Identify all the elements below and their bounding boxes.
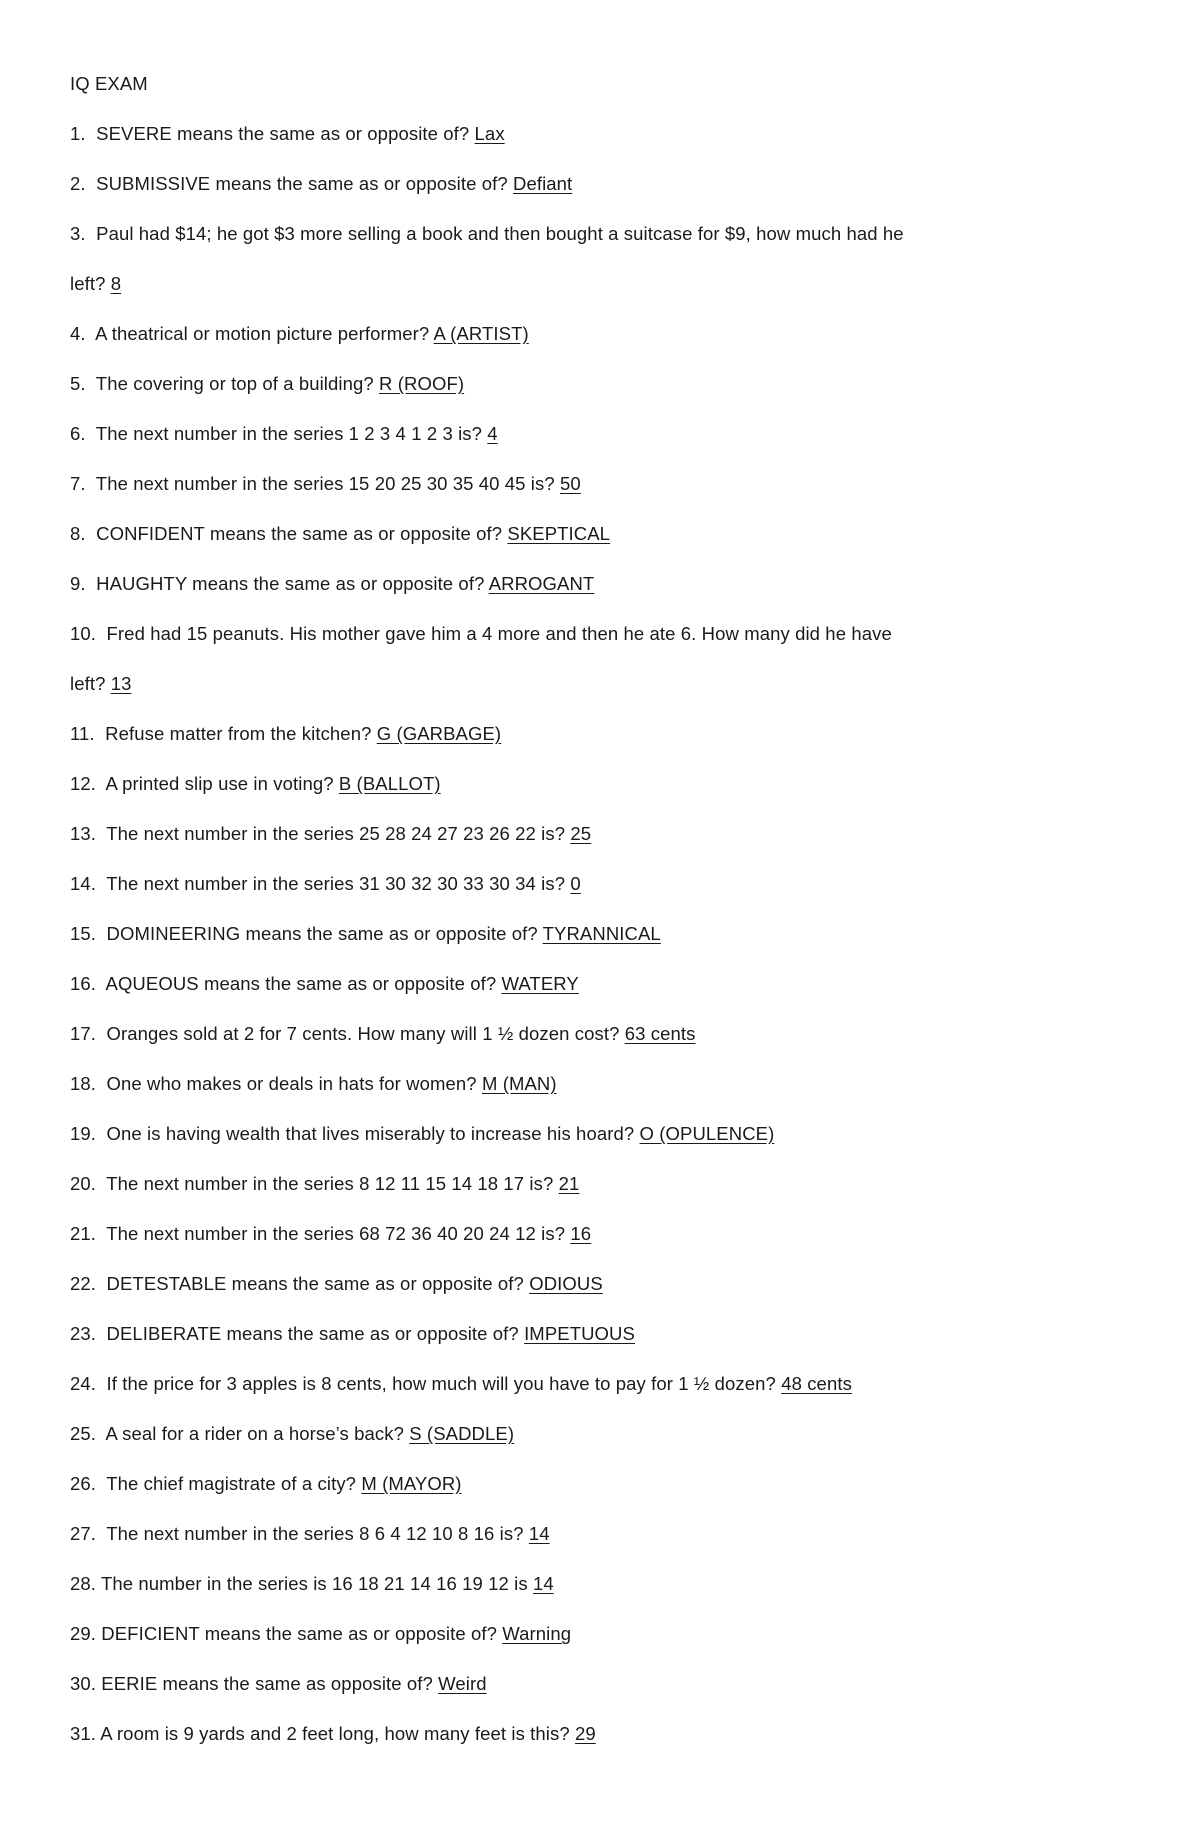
answer-text: 8 (110, 273, 122, 294)
answer-text: IMPETUOUS (524, 1323, 635, 1344)
question-text: DELIBERATE means the same as or opposite of? (106, 1323, 519, 1344)
answer-text: M (MAYOR) (361, 1473, 462, 1494)
answer-text: 21 (558, 1173, 580, 1194)
question-9 (70, 572, 594, 596)
question-number: 7. (70, 473, 86, 494)
question-text: One is having wealth that lives miserably to increase his hoard? (106, 1123, 635, 1144)
question-text: Refuse matter from the kitchen? (105, 723, 372, 744)
question-text: The next number in the series 25 28 24 27 23 26 22 is? (106, 823, 566, 844)
answer-text: 14 (532, 1573, 554, 1594)
question-text: The next number in the series 15 20 25 30 35 40 45 is? (95, 473, 555, 494)
answer-text: WATERY (501, 973, 579, 994)
question-10 (70, 622, 892, 646)
answer-text: O (OPULENCE) (639, 1123, 775, 1144)
answer-text: R (ROOF) (379, 373, 465, 394)
answer-text: 25 (570, 823, 592, 844)
answer-text: 16 (570, 1223, 592, 1244)
answer-text: Lax (474, 123, 505, 144)
question-23 (70, 1322, 635, 1346)
answer-text: Warning (502, 1623, 572, 1644)
answer-text: 48 cents (781, 1373, 852, 1394)
question-text: The covering or top of a building? (95, 373, 374, 394)
question-13 (70, 822, 591, 846)
answer-text: 13 (110, 673, 132, 694)
question-8 (70, 522, 610, 546)
answer-text: ODIOUS (529, 1273, 603, 1294)
title-text: IQ EXAM (70, 73, 148, 94)
question-16 (70, 972, 579, 996)
question-6 (70, 422, 498, 446)
question-number: 12. (70, 773, 97, 794)
question-number: 25. (70, 1423, 97, 1444)
question-text: SUBMISSIVE means the same as or opposite of? (96, 173, 508, 194)
answer-text: 4 (487, 423, 498, 444)
question-text: Oranges sold at 2 for 7 cents. How many will 1 ½ dozen cost? (106, 1023, 620, 1044)
question-text: The next number in the series 8 6 4 12 10 8 16 is? (106, 1523, 524, 1544)
question-text: DOMINEERING means the same as or opposite of? (106, 923, 538, 944)
answer-text: S (SADDLE) (409, 1423, 515, 1444)
answer-text: TYRANNICAL (542, 923, 661, 944)
question-text: The next number in the series 8 12 11 15 14 18 17 is? (106, 1173, 554, 1194)
question-text: A seal for a rider on a horse’s back? (105, 1423, 404, 1444)
question-3 (70, 222, 904, 246)
question-number: 27. (70, 1523, 97, 1544)
answer-text: SKEPTICAL (507, 523, 611, 544)
question-text: The next number in the series 68 72 36 40 20 24 12 is? (106, 1223, 566, 1244)
question-number: 28. (70, 1573, 97, 1594)
question-number: 11. (70, 723, 95, 744)
question-number: 20. (70, 1173, 97, 1194)
question-number: 17. (70, 1023, 97, 1044)
question-text: The next number in the series 1 2 3 4 1 2 3 is? (95, 423, 483, 444)
question-text: SEVERE means the same as or opposite of? (96, 123, 470, 144)
question-25 (70, 1422, 514, 1446)
question-15 (70, 922, 661, 946)
answer-text: A (ARTIST) (433, 323, 529, 344)
question-5 (70, 372, 464, 396)
question-text: The number in the series is 16 18 21 14 16 19 12 is (100, 1573, 528, 1594)
question-12 (70, 772, 441, 796)
question-number: 6. (70, 423, 86, 444)
question-number: 19. (70, 1123, 97, 1144)
question-number: 30. (70, 1673, 97, 1694)
question-text: The chief magistrate of a city? (106, 1473, 357, 1494)
question-26 (70, 1472, 462, 1496)
question-4 (70, 322, 529, 346)
question-18 (70, 1072, 557, 1096)
page-title (70, 72, 148, 96)
question-text: One who makes or deals in hats for women? (106, 1073, 477, 1094)
question-number: 22. (70, 1273, 97, 1294)
question-number: 29. (70, 1623, 97, 1644)
question-17 (70, 1022, 695, 1046)
question-text: A theatrical or motion picture performer? (95, 323, 430, 344)
answer-text: M (MAN) (481, 1073, 557, 1094)
question-28 (70, 1572, 554, 1596)
question-number: 21. (70, 1223, 97, 1244)
answer-text: B (BALLOT) (338, 773, 441, 794)
question-text: HAUGHTY means the same as or opposite of? (96, 573, 485, 594)
question-19 (70, 1122, 774, 1146)
answer-text: 14 (528, 1523, 550, 1544)
question-22 (70, 1272, 603, 1296)
question-number: 4. (70, 323, 86, 344)
question-text-continuation: left? (70, 273, 106, 294)
question-text: Paul had $14; he got $3 more selling a book and then bought a suitcase for $9, how much had he (96, 223, 904, 244)
question-14 (70, 872, 581, 896)
question-number: 15. (70, 923, 97, 944)
question-31 (70, 1722, 596, 1746)
question-29 (70, 1622, 571, 1646)
question-text: A room is 9 yards and 2 feet long, how many feet is this? (100, 1723, 570, 1744)
question-11 (70, 722, 501, 746)
question-text: Fred had 15 peanuts. His mother gave him a 4 more and then he ate 6. How many did he have (106, 623, 892, 644)
question-number: 1. (70, 123, 86, 144)
question-text-continuation: left? (70, 673, 106, 694)
question-text: EERIE means the same as opposite of? (101, 1673, 433, 1694)
question-text: CONFIDENT means the same as or opposite of? (96, 523, 503, 544)
answer-text: G (GARBAGE) (376, 723, 502, 744)
question-30 (70, 1672, 487, 1696)
question-text: AQUEOUS means the same as or opposite of? (105, 973, 497, 994)
question-text: The next number in the series 31 30 32 30 33 30 34 is? (106, 873, 566, 894)
question-number: 9. (70, 573, 86, 594)
question-number: 26. (70, 1473, 97, 1494)
question-text: A printed slip use in voting? (105, 773, 334, 794)
answer-text: 29 (575, 1723, 596, 1744)
answer-text: ARROGANT (488, 573, 595, 594)
question-number: 18. (70, 1073, 97, 1094)
question-24 (70, 1372, 852, 1396)
answer-text: 63 cents (624, 1023, 696, 1044)
question-1 (70, 122, 505, 146)
question-3-continuation (70, 272, 121, 296)
question-text: DETESTABLE means the same as or opposite of? (106, 1273, 524, 1294)
answer-text: Weird (438, 1673, 487, 1694)
question-number: 2. (70, 173, 86, 194)
question-2 (70, 172, 572, 196)
question-7 (70, 472, 581, 496)
question-27 (70, 1522, 550, 1546)
question-text: If the price for 3 apples is 8 cents, how much will you have to pay for 1 ½ dozen? (106, 1373, 776, 1394)
question-number: 10. (70, 623, 97, 644)
question-20 (70, 1172, 579, 1196)
question-number: 31. (70, 1723, 97, 1744)
question-number: 24. (70, 1373, 97, 1394)
question-number: 8. (70, 523, 86, 544)
answer-text: 0 (570, 873, 581, 894)
answer-text: Defiant (512, 173, 573, 194)
question-number: 5. (70, 373, 86, 394)
question-number: 16. (70, 973, 97, 994)
question-number: 13. (70, 823, 97, 844)
answer-text: 50 (560, 473, 581, 494)
question-number: 14. (70, 873, 97, 894)
question-21 (70, 1222, 591, 1246)
question-number: 23. (70, 1323, 97, 1344)
question-text: DEFICIENT means the same as or opposite of? (101, 1623, 497, 1644)
question-10-continuation (70, 672, 132, 696)
question-number: 3. (70, 223, 86, 244)
